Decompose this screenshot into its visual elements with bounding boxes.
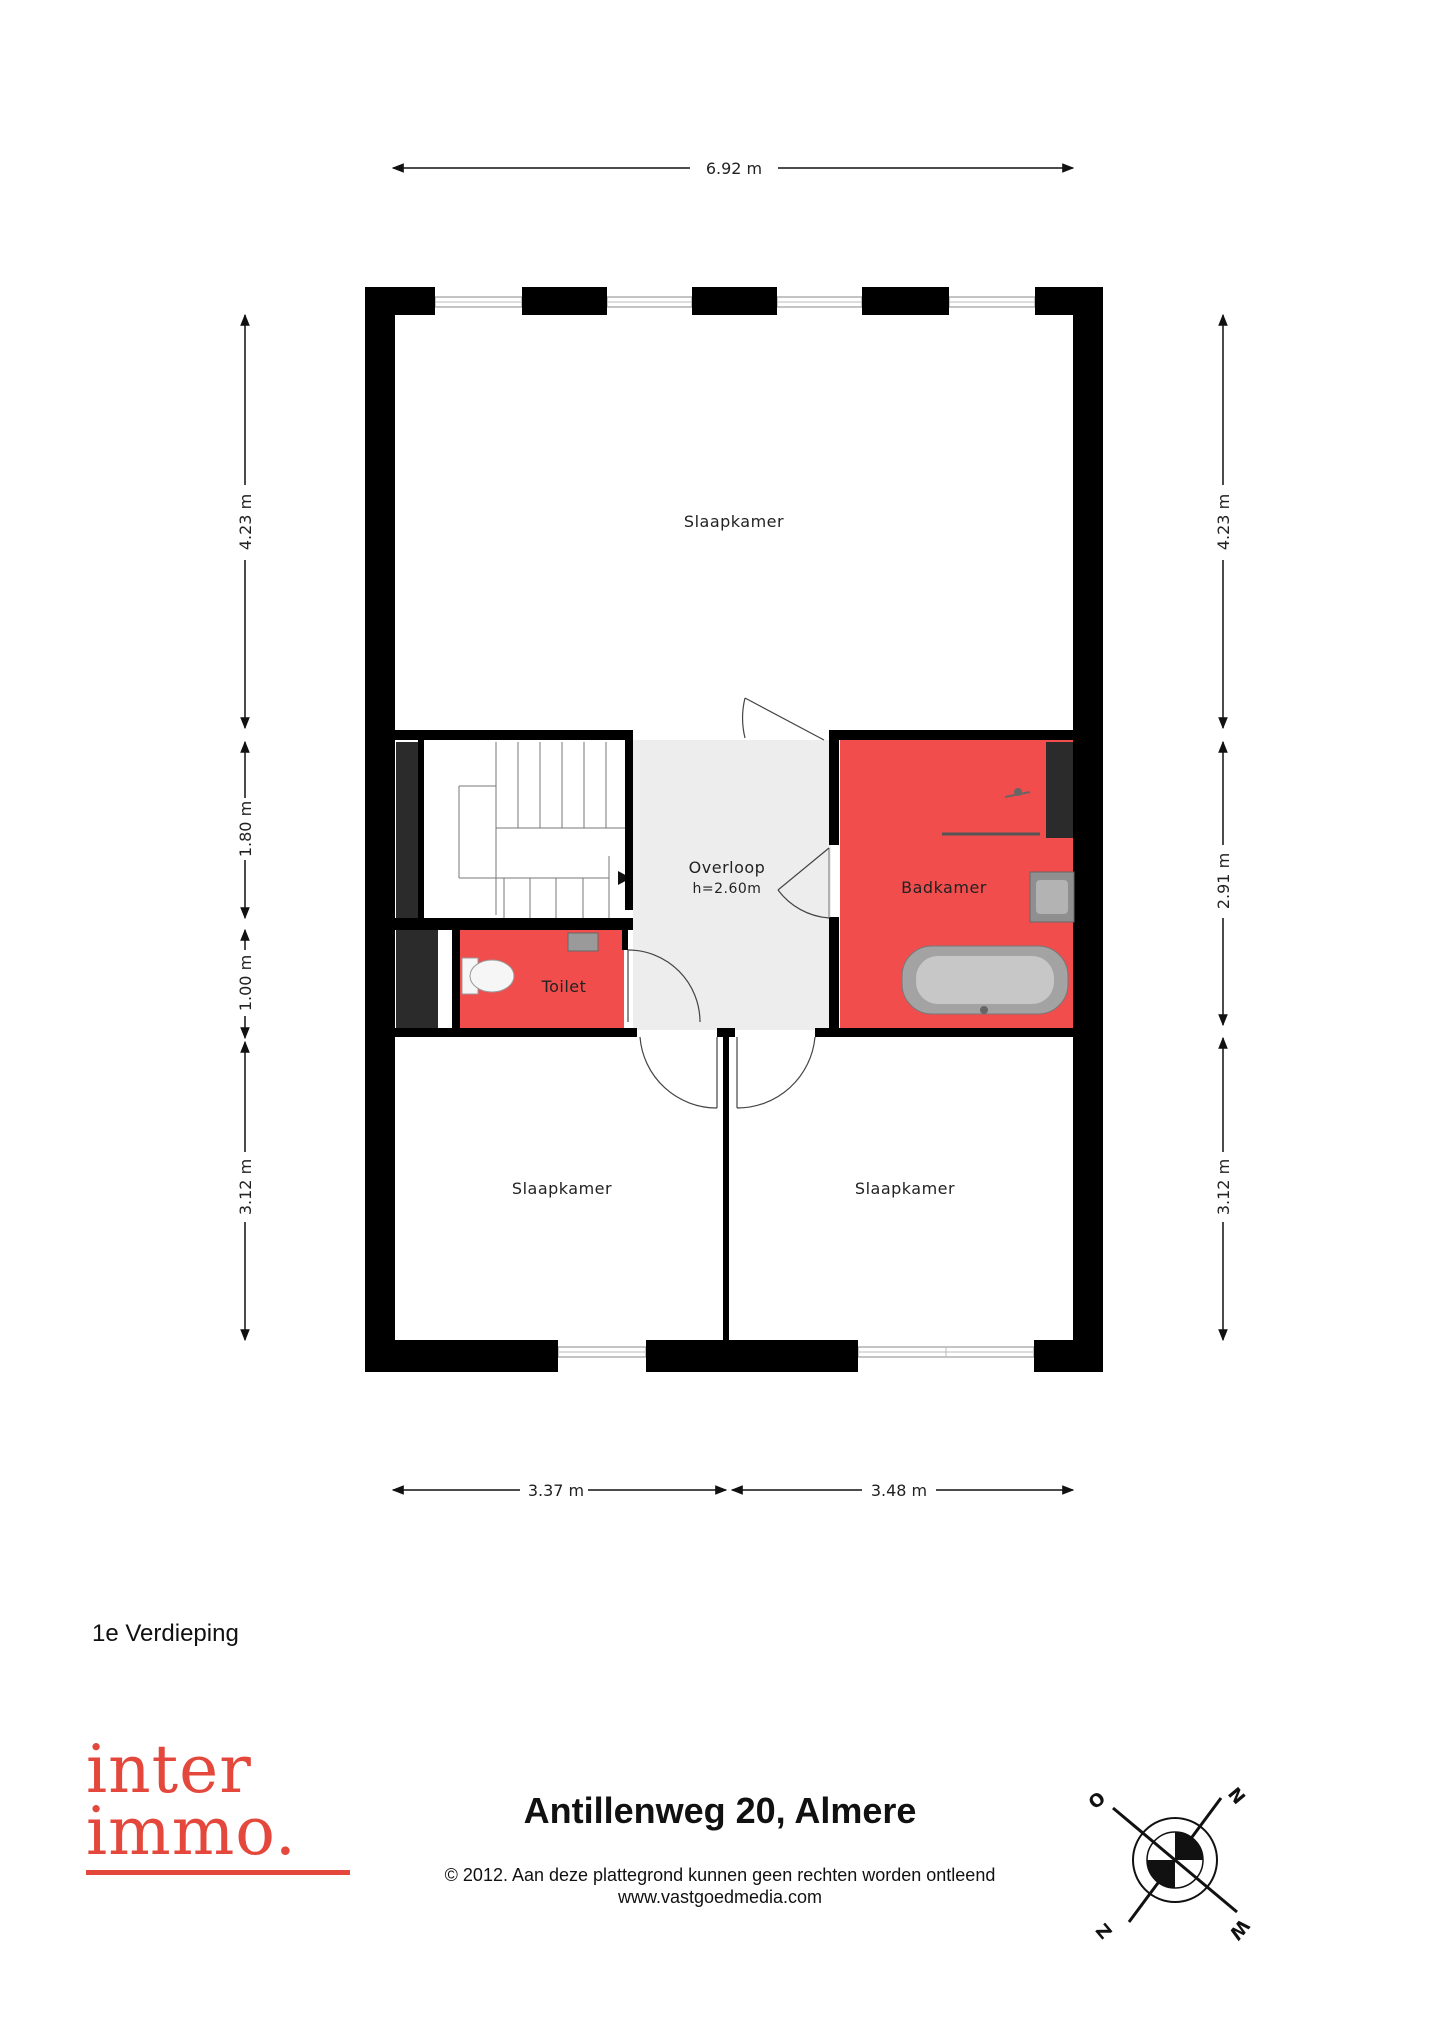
compass-w: W <box>1224 1914 1254 1944</box>
dim-top: 6.92 m <box>705 159 763 178</box>
logo-underline <box>86 1870 350 1875</box>
company-logo <box>86 1731 350 1875</box>
address-title: Antillenweg 20, Almere <box>523 1790 917 1831</box>
dim-left-1: 4.23 m <box>236 493 255 551</box>
toilet-bowl <box>470 960 514 992</box>
dim-bottom-right: 3.48 m <box>870 1481 928 1500</box>
room-label-landing: Overloop <box>688 858 766 877</box>
dim-left-2: 1.80 m <box>236 800 255 858</box>
room-label-bedroom-top: Slaapkamer <box>683 512 785 531</box>
dim-right-1: 4.23 m <box>1214 493 1233 551</box>
storage-closet <box>1046 742 1074 838</box>
floor-label: 1e Verdieping <box>92 1620 239 1647</box>
logo-line-1: inter <box>86 1731 252 1808</box>
storage-closet <box>396 930 438 1028</box>
compass-o: O <box>1085 1787 1110 1814</box>
disclaimer-block <box>380 1864 1060 1908</box>
room-label-bedroom-bottom-right: Slaapkamer <box>854 1179 956 1198</box>
room-label-landing-height: h=2.60m <box>692 881 762 897</box>
toilet-sink <box>568 933 598 951</box>
logo-line-2: immo. <box>86 1793 297 1870</box>
room-label-toilet: Toilet <box>541 977 587 996</box>
website-text: www.vastgoedmedia.com <box>617 1887 823 1907</box>
dim-bottom-left: 3.37 m <box>527 1481 585 1500</box>
compass-icon <box>1085 1770 1265 1950</box>
dim-left-4: 3.12 m <box>236 1158 255 1216</box>
dim-right-2: 2.91 m <box>1214 852 1233 910</box>
storage-closet <box>396 742 418 918</box>
compass-n: N <box>1223 1783 1249 1809</box>
disclaimer-text: © 2012. Aan deze plattegrond kunnen geen rechten worden ontleend <box>444 1865 996 1885</box>
dim-right-3: 3.12 m <box>1214 1158 1233 1216</box>
dim-left-3: 1.00 m <box>236 954 255 1012</box>
room-label-bedroom-bottom-left: Slaapkamer <box>511 1179 613 1198</box>
room-label-bathroom: Badkamer <box>901 878 987 897</box>
compass-z: Z <box>1092 1918 1117 1943</box>
staircase <box>459 742 633 918</box>
